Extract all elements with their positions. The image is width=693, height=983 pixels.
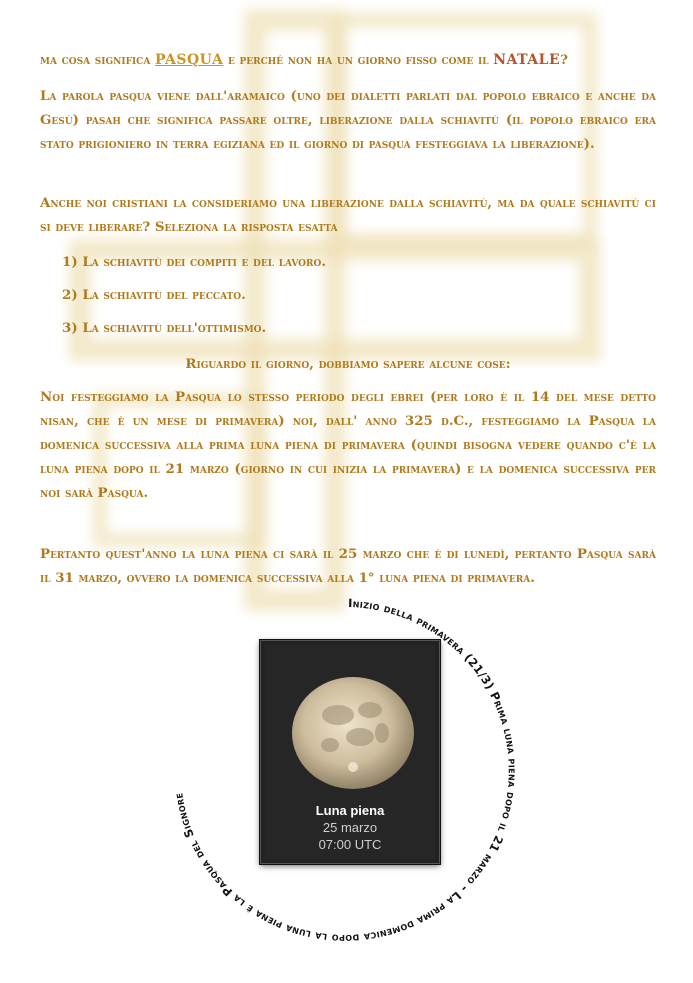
card-time: 07:00 UTC [318,837,382,852]
intro-suffix: ? [560,52,568,68]
pasqua-keyword: PASQUA [155,52,224,68]
svg-text:Inizio della primavera (21/3) [171,596,520,946]
intro-prefix: ma cosa significa [40,52,155,68]
card-title: Luna piena [315,803,385,818]
option-1[interactable]: 1) La schiavitù dei compiti e del lavoro. [62,254,327,270]
circular-caption-text: Inizio della primavera (21/3) Prima luna piena dopo il 21 marzo - La prima domenica dopo la luna piena è la Pasqua del Signore [171,595,520,947]
option-2[interactable]: 2) La schiavitù del peccato. [62,287,246,303]
paragraph-3: Noi festeggiamo la Pasqua lo stesso periodo degli ebrei (per loro è il 14 del mese detto nisan, che è un mese di primavera) noi, dall' anno 325 d.C., festeggiamo la Pasqua la domenica successiva alla prima luna piena di primavera (quindi bisogna vedere quando c'è la luna piena dopo il 21 marzo (giorno in cui inizia la primavera) e la domenica successiva per noi sarà Pasqua. [40,389,656,501]
paragraph-1: La parola pasqua viene dall'aramaico (uno dei dialetti parlati dal popolo ebraico e anche da Gesù) pasah che significa passare oltre, liberazione dalla schiavitù (il popolo ebraico era stato prigioniero in terra egiziana ed il giorno di pasqua festeggiava la liberazione). [40,88,656,152]
card-date: 25 marzo [322,820,378,835]
option-3[interactable]: 3) La schiavitù dell'ottimismo. [62,320,267,336]
natale-keyword: NATALE [493,52,561,68]
paragraph-2: Anche noi cristiani la consideriamo una liberazione dalla schiavitù, ma da quale schiavitù ci si deve liberare? Seleziona la risposta esatta [40,195,656,235]
intro-middle: e perché non ha un giorno fisso come il [223,52,494,68]
subheading-text: Riguardo il giorno, dobbiamo sapere alcune cose: [185,356,511,372]
paragraph-4: Pertanto quest'anno la luna piena ci sarà il 25 marzo che è di lunedì, pertanto Pasqua sarà il 31 marzo, ovvero la domenica successiva alla 1° luna piena di primavera. [40,546,656,586]
